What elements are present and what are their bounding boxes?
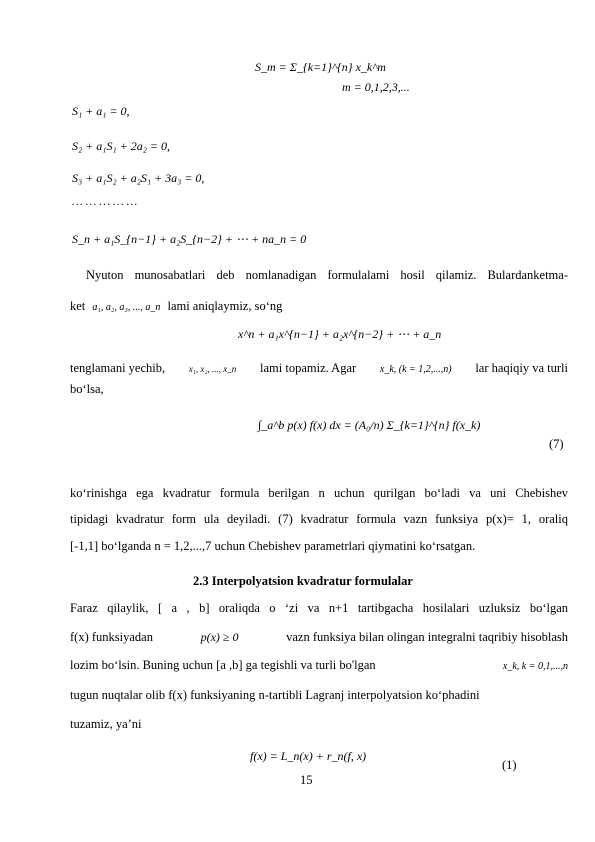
sm-definition-formula <box>255 60 386 75</box>
polynomial-formula: x^n + a₁x^{n−1} + a₂x^{n−2} + ⋯ + a_n <box>238 327 442 341</box>
paragraph-3-line-3: [-1,1] bo‘lganda n = 1,2,...,7 uchun Chebishev parametrlari qiymatini ko‘rsatgan. <box>70 539 476 553</box>
paragraph-4-line-4: tugun nuqtalar olib f(x) funksiyaning n-tartibli Lagranj interpolyatsion ko‘phadini <box>70 688 480 702</box>
equation-number-7: (7) <box>549 437 564 451</box>
paragraph-3-line-2: tipidagi kvadratur form ula deyiladi. (7) kvadratur formula vazn funksiya p(x)= 1, oraliq <box>70 512 568 526</box>
paragraph-1-line-2: ket a₁, a₂, a₃, ..., a_n lami aniqlaymiz, so‘ng <box>70 299 283 313</box>
sm-definition-text: S_m = Σ_{k=1}^{n} x_k^m <box>255 60 386 74</box>
newton-identity-2: S₂ + a₁S₁ + 2a₂ = 0, <box>72 139 170 153</box>
chebyshev-quadrature-formula: ∫_a^b p(x) f(x) dx = (A₀/n) Σ_{k=1}^{n} f(x_k) <box>258 418 481 432</box>
section-heading: 2.3 Interpolyatsion kvadratur formulalar <box>193 574 413 588</box>
paragraph-4-line-3: lozim bo‘lsin. Buning uchun [a ,b] ga tegishli va turli bo'lgan x_k, k = 0,1,...,n <box>70 658 568 672</box>
roots-list: x₁, x₂, ..., x_n <box>188 364 237 374</box>
equation-number-1: (1) <box>502 758 517 772</box>
roots-condition: x_k, (k = 1,2,...,n) <box>379 364 452 375</box>
lagrange-formula: f(x) = L_n(x) + r_n(f, x) <box>250 749 367 763</box>
paragraph-4-line-5: tuzamiz, ya’ni <box>70 717 142 731</box>
paragraph-4-line-1: Faraz qilaylik, [ a , b] oraliqda o ‘zi va n+1 tartibgacha hosilalari uzluksiz bo‘lgan <box>70 601 568 615</box>
paragraph-1-line-1: Nyuton munosabatlari deb nomlanadigan formulalami hosil qilamiz. Bulardanketma- <box>86 268 568 282</box>
weight-condition: p(x) ≥ 0 <box>200 630 239 644</box>
newton-identity-1: S₁ + a₁ = 0, <box>72 104 130 118</box>
paragraph-3-line-1: ko‘rinishga ega kvadratur formula berilgan n uchun qurilgan bo‘ladi va uni Chebishev <box>70 486 568 500</box>
newton-identity-3: S₃ + a₁S₂ + a₂S₁ + 3a₃ = 0, <box>72 171 205 185</box>
nodes-condition: x_k, k = 0,1,...,n <box>502 661 568 672</box>
m-values-formula: m = 0,1,2,3,... <box>342 80 410 94</box>
coefficient-list: a₁, a₂, a₃, ..., a_n <box>92 302 161 313</box>
newton-identity-n: S_n + a₁S_{n−1} + a₂S_{n−2} + ⋯ + na_n = 0 <box>72 232 307 246</box>
paragraph-2-line-1: tenglamani yechib, x₁, x₂, ..., x_n lami topamiz. Agar x_k, (k = 1,2,...,n) lar haqiqiy va turli <box>70 361 568 375</box>
page-number: 15 <box>300 773 313 787</box>
paragraph-2-line-2: bo‘lsa, <box>70 382 104 396</box>
paragraph-4-line-2: f(x) funksiyadan p(x) ≥ 0 vazn funksiya bilan olingan integralni taqribiy hisoblash <box>70 630 568 644</box>
ellipsis-row: … … … … … <box>72 194 138 208</box>
